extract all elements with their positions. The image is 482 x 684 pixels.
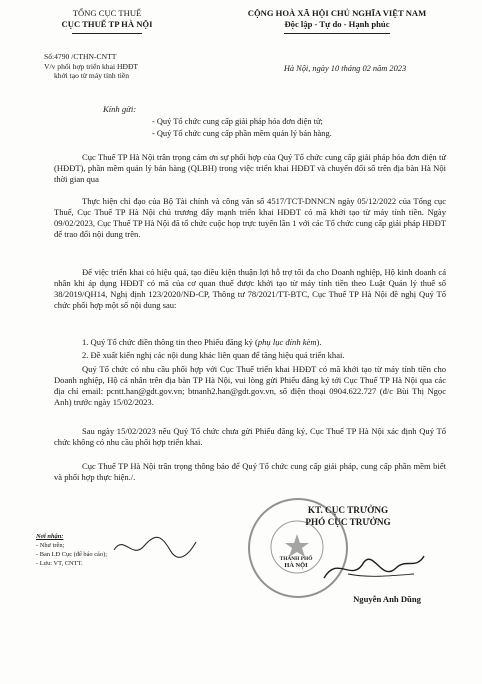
- email-link[interactable]: btnanh2.han@gdt.gov.vn: [187, 385, 274, 396]
- handwritten-initials: [110, 530, 200, 564]
- request-item-1: [54, 337, 446, 348]
- signatory-role: KT. CỤC TRƯỞNG: [307, 505, 389, 515]
- org-underline: [72, 33, 142, 34]
- body-paragraph: Để việc triển khai có hiệu quả, tạo điều kiện thuận lợi hỗ trợ tối đa cho Doanh nghiệp, Hộ kinh doanh cá nhân khi áp dụng HĐĐT có mã của cơ quan thuế được khởi tạo từ máy tính tiền theo Luật Quản lý thuế số 38/2019/QH14, Nghị định 123/2020/NĐ-CP, Thông tư 78/2021/TT-BTC, Cục Thuế TP Hà Nội đề nghị Quý Tổ chức phối hợp một số nội dung sau:: [54, 267, 446, 310]
- subject-line: V/v phối hợp triển khai HĐĐT: [44, 61, 139, 71]
- contact-info: , số điện thoại 0904.622.727 (đ/c Bùi Thị Ngọc Anh) trước ngày 15/02/2023.: [54, 385, 446, 407]
- body-paragraph: Cục Thuế TP Hà Nội trân trọng cảm ơn sự phối hợp của Quý Tổ chức cung cấp giải pháp hóa đơn điện tử (HĐĐT), phần mềm quản lý bán hàng (QLBH) trong việc triển khai HĐĐT và chuyển đổi số trên địa bàn Hà Nội thời gian qua: [54, 152, 446, 184]
- issuing-org-block: [22, 8, 192, 30]
- appendix-note: phụ lục đính kèm: [257, 337, 317, 347]
- body-paragraph: Thực hiện chỉ đạo của Bộ Tài chính và công văn số 4517/TCT-DNNCN ngày 05/12/2022 của Tổng cục Thuế, Cục Thuế TP Hà Nội chủ trương đẩy mạnh triển khai HĐĐT có mã khởi tạo từ máy tính tiền. Ngày 09/02/2023, Cục Thuế TP Hà Nội đã tổ chức cuộc họp trực tuyến lần 1 với các Tổ chức cung cấp giải pháp HĐĐT để trao đổi nội dung trên.: [54, 196, 446, 239]
- registration-text: Quý Tổ chức có nhu cầu phối hợp với Cục Thuế triển khai HĐĐT có mã khởi tạo từ máy tính tiền cho Doanh nghiệp, Hộ cá nhân trên địa bàn TP Hà Nội, vui lòng gửi Phiếu đăng ký tới Cục Thuế TP Hà Nội qua các địa chỉ email:: [54, 364, 446, 396]
- country-name: CỘNG HOÀ XÃ HỘI CHỦ NGHĨA VIỆT NAM: [247, 8, 427, 18]
- cc-item: - Ban LĐ Cục (để báo cáo);: [36, 551, 107, 558]
- request-item-text: 1. Quý Tổ chức điền thông tin theo Phiếu đăng ký (: [82, 337, 258, 347]
- body-paragraph: Sau ngày 15/02/2023 nếu Quý Tổ chức chưa gửi Phiếu đăng ký, Cục Thuế TP Hà Nội xác định Quý Tổ chức không có nhu cầu phối hợp triển khai.: [54, 426, 446, 447]
- seal-text: [268, 556, 324, 569]
- org-parent: TỔNG CỤC THUẾ: [72, 8, 142, 18]
- registration-paragraph: [54, 364, 446, 408]
- cc-item: - Lưu: VT, CNTT.: [36, 560, 83, 567]
- motto-underline: [284, 33, 390, 34]
- national-motto: Độc lập - Tự do - Hạnh phúc: [284, 19, 390, 29]
- request-item-end: ).: [316, 337, 322, 347]
- email-link[interactable]: pcntt.han@gdt.gov.vn: [106, 385, 183, 396]
- national-header: [206, 8, 468, 30]
- request-item-2: 2. Đề xuất kiến nghị các nội dung khác liên quan để tăng hiệu quả triển khai.: [82, 350, 345, 360]
- recipient-item: - Quý Tổ chức cung cấp phần mềm quản lý bán hàng.: [152, 129, 332, 138]
- seal-city-label: THÀNH PHỐ: [279, 556, 313, 562]
- signatory-role: PHÓ CỤC TRƯỞNG: [305, 517, 391, 527]
- email-separator: ;: [182, 385, 188, 396]
- closing-paragraph: Cục Thuế TP Hà Nội trân trọng thông báo để Quý Tổ chức cung cấp giải pháp, cung cấp phần mềm biết và phối hợp thực hiện./.: [54, 461, 446, 482]
- date-line: Hà Nội, ngày 10 tháng 02 năm 2023: [283, 64, 407, 73]
- signatory-title: [268, 504, 428, 528]
- signer-name: Nguyễn Anh Dũng: [353, 594, 421, 604]
- handwritten-signature: [318, 548, 428, 588]
- recipients-label: Kính gửi:: [103, 104, 137, 114]
- subject-line: khởi tạo từ máy tính tiền: [54, 71, 129, 80]
- cc-label: Nơi nhận:: [36, 533, 64, 540]
- cc-block: [36, 532, 107, 568]
- org-name: CỤC THUẾ TP HÀ NỘI: [61, 19, 153, 29]
- reference-block: [44, 52, 138, 81]
- document-number: Số:4790 /CTHN-CNTT: [44, 52, 117, 61]
- recipient-item: - Quý Tổ chức cung cấp giải pháp hóa đơn điện tử;: [152, 117, 323, 126]
- cc-item: - Như trên;: [36, 542, 65, 549]
- seal-city-name: HÀ NỘI: [284, 562, 308, 569]
